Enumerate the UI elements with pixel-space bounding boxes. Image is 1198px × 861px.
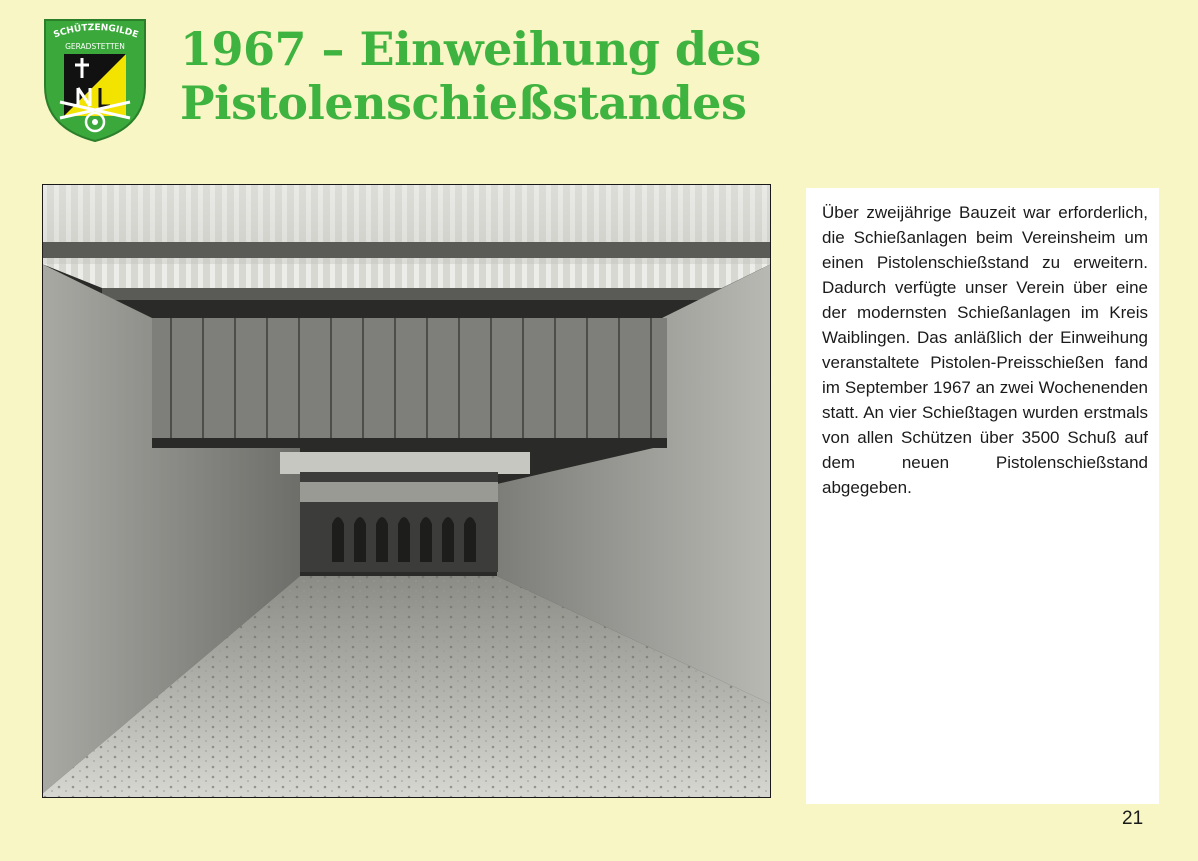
- title-line-1: 1967 – Einweihung des: [180, 22, 761, 76]
- title-line-2: Pistolenschießstandes: [180, 76, 747, 130]
- page-number: 21: [1122, 808, 1144, 829]
- shooting-range-photo: [42, 184, 771, 798]
- club-emblem-logo: [42, 16, 148, 144]
- svg-text:SCHÜTZENGILDE: SCHÜTZENGILDE: [52, 22, 140, 41]
- svg-text:GERADSTETTEN: GERADSTETTEN: [65, 42, 125, 51]
- article-body-text: Über zweijährige Bauzeit war erforderlich, die Schießanlagen beim Vereinsheim um einen Pistolenschießstand zu erweitern. Dadurch verfügte unser Verein über eine der modernsten Schießanlagen im Kreis Waiblingen. Das anläßlich der Einweihung veranstaltete Pistolen-Preisschießen fand im September 1967 an zwei Wochenenden statt. An vier Schießtagen wurden erstmals von allen Schützen über 3500 Schuß auf dem neuen Pistolenschießstand abgegeben.: [822, 203, 1148, 497]
- page-title: [180, 22, 761, 130]
- article-text-box: [806, 188, 1159, 804]
